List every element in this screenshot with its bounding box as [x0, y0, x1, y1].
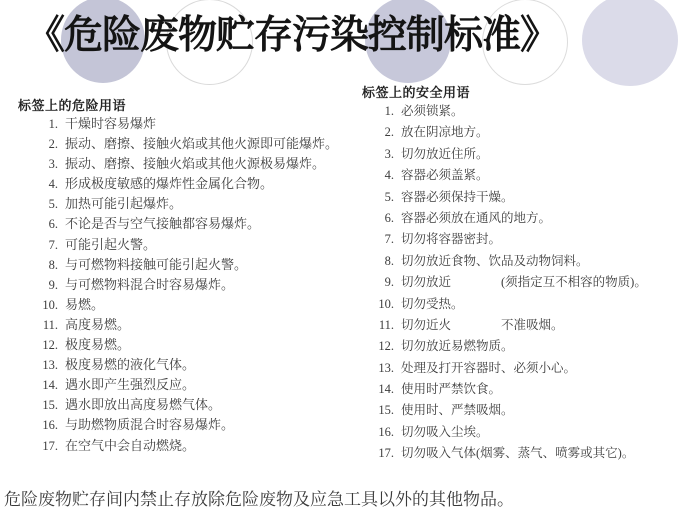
item-number: 16. [378, 424, 394, 439]
item-number: 12. [378, 339, 394, 354]
danger-list-item [34, 395, 338, 415]
safety-list [370, 101, 647, 465]
safety-list-item [370, 294, 647, 315]
item-number: 16. [42, 418, 58, 433]
item-text: 可能引起火警。 [65, 236, 157, 252]
item-number: 4. [384, 168, 394, 183]
danger-list-item [34, 214, 338, 234]
item-number: 2. [48, 137, 58, 152]
danger-list-item [34, 114, 338, 134]
item-number: 17. [378, 446, 394, 461]
item-text: 切勿放近住所。 [401, 146, 489, 161]
page-title: 《危险废物贮存污染控制标准》 [26, 14, 559, 57]
danger-list-item [34, 275, 338, 295]
danger-list-item [34, 436, 338, 456]
danger-list-item [34, 375, 338, 395]
item-text: 易燃。 [65, 296, 105, 312]
item-number: 3. [384, 146, 394, 161]
safety-list-item [370, 122, 647, 143]
item-text: 极度易燃的液化气体。 [65, 357, 196, 373]
danger-column-header: 标签上的危险用语 [18, 98, 127, 113]
item-text: 容器必须保持干燥。 [401, 189, 514, 204]
item-text: 振动、磨擦、接触火焰或其他火源极易爆炸。 [65, 156, 326, 172]
item-number: 9. [384, 275, 394, 290]
safety-list-item [370, 379, 647, 400]
item-text: 切勿吸入尘埃。 [401, 424, 489, 439]
item-text: 与助燃物质混合时容易爆炸。 [65, 417, 235, 433]
item-text: 在空气中会自动燃烧。 [65, 437, 196, 453]
safety-list-item [370, 187, 647, 208]
item-number: 8. [384, 253, 394, 268]
item-number: 11. [378, 317, 394, 332]
safety-list-item [370, 336, 647, 357]
item-number: 3. [48, 157, 58, 172]
safety-list-item [370, 208, 647, 229]
item-text: 使用时、严禁吸烟。 [401, 403, 514, 418]
safety-list-item [370, 443, 647, 464]
item-number: 14. [378, 382, 394, 397]
item-number: 7. [48, 237, 58, 252]
danger-list-item [34, 235, 338, 255]
item-text: 振动、磨擦、接触火焰或其他火源即可能爆炸。 [65, 136, 339, 152]
danger-list-item [34, 154, 338, 174]
item-text: 使用时严禁饮食。 [401, 382, 502, 397]
item-text: 容器必须放在通风的地方。 [401, 210, 552, 225]
item-number: 5. [48, 197, 58, 212]
caption: 危险废物贮存间内禁止存放除危险废物及应急工具以外的其他物品。 [4, 490, 514, 509]
item-number: 8. [48, 257, 58, 272]
danger-list-item [34, 415, 338, 435]
item-text: 切勿将容器密封。 [401, 232, 502, 247]
safety-list-item [370, 229, 647, 250]
danger-list-item [34, 355, 338, 375]
danger-list-item [34, 174, 338, 194]
item-number: 13. [42, 358, 58, 373]
item-text: 与可燃物料接触可能引起火警。 [65, 256, 248, 272]
decorative-circle-filled-3 [582, 0, 678, 86]
item-text: 切勿放近 (须指定互不相容的物质)。 [401, 275, 647, 290]
item-number: 13. [378, 360, 394, 375]
item-text: 不论是否与空气接触都容易爆炸。 [65, 216, 261, 232]
item-text: 遇水即产生强烈反应。 [65, 377, 196, 393]
item-text: 容器必须盖紧。 [401, 168, 489, 183]
item-number: 10. [378, 296, 394, 311]
danger-list-item [34, 315, 338, 335]
safety-list-item [370, 272, 647, 293]
item-number: 6. [48, 217, 58, 232]
safety-list-item [370, 400, 647, 421]
danger-list-item [34, 295, 338, 315]
item-number: 15. [42, 398, 58, 413]
item-text: 干燥时容易爆炸 [65, 116, 157, 131]
item-text: 遇水即放出高度易燃气体。 [65, 397, 222, 413]
safety-list-item [370, 422, 647, 443]
danger-list-item [34, 255, 338, 275]
item-number: 17. [42, 438, 58, 453]
item-text: 高度易燃。 [65, 316, 131, 332]
danger-list-item [34, 134, 338, 154]
safety-column-header: 标签上的安全用语 [362, 85, 471, 100]
safety-list-item [370, 101, 647, 122]
item-text: 形成极度敏感的爆炸性金属化合物。 [65, 176, 274, 192]
item-number: 5. [384, 189, 394, 204]
item-number: 15. [378, 403, 394, 418]
item-text: 加热可能引起爆炸。 [65, 196, 183, 212]
item-number: 12. [42, 338, 58, 353]
item-text: 极度易燃。 [65, 337, 131, 353]
item-number: 9. [48, 277, 58, 292]
item-number: 1. [384, 104, 394, 118]
item-text: 与可燃物料混合时容易爆炸。 [65, 276, 235, 292]
item-number: 14. [42, 378, 58, 393]
item-text: 切勿放近易燃物质。 [401, 339, 514, 354]
safety-list-item [370, 358, 647, 379]
item-text: 必须锁紧。 [401, 104, 464, 118]
item-number: 10. [42, 297, 58, 312]
danger-list-item [34, 194, 338, 214]
item-number: 4. [48, 177, 58, 192]
item-number: 7. [384, 232, 394, 247]
danger-list-item [34, 335, 338, 355]
safety-list-item [370, 251, 647, 272]
item-text: 处理及打开容器时、必须小心。 [401, 360, 577, 375]
item-number: 6. [384, 210, 394, 225]
item-text: 放在阴凉地方。 [401, 125, 489, 140]
safety-list-item [370, 315, 647, 336]
item-text: 切勿放近食物、饮品及动物饲料。 [401, 253, 589, 268]
item-text: 切勿近火 不准吸烟。 [401, 317, 564, 332]
safety-list-item [370, 144, 647, 165]
item-text: 切勿受热。 [401, 296, 464, 311]
item-text: 切勿吸入气体(烟雾、蒸气、喷雾或其它)。 [401, 446, 635, 461]
danger-list [34, 114, 338, 456]
item-number: 2. [384, 125, 394, 140]
safety-list-item [370, 165, 647, 186]
item-number: 11. [42, 317, 58, 332]
item-number: 1. [48, 117, 58, 131]
